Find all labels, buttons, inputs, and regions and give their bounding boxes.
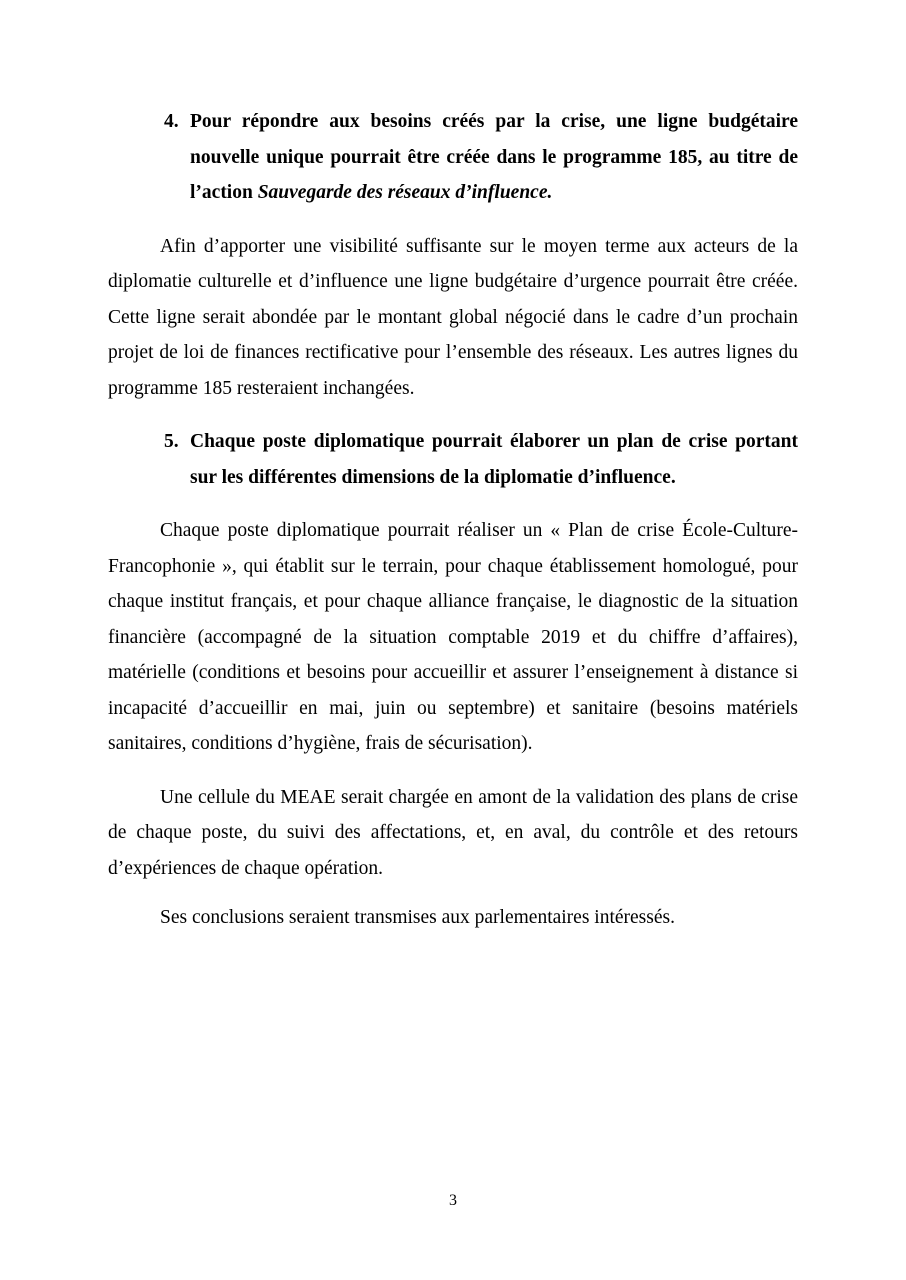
paragraph-1: Afin d’apporter une visibilité suffisante sur le moyen terme aux acteurs de la diplomatie culturelle et d’influence une ligne budgétaire d’urgence pourrait être créée. Cette ligne serait abondée par le montant global négocié dans le cadre d’un prochain projet de loi de finances rectificative pour l’ensemble des réseaux. Les autres lignes du programme 185 resteraient inchangées. xyxy=(108,235,798,399)
item-4-roman-text: Pour répondre aux besoins créés par la crise, une ligne budgétaire nouvelle unique pourrait être créée dans le programme 185, au titre de l’action xyxy=(190,111,798,203)
page-number: 3 xyxy=(449,1192,457,1209)
paragraph-3: Une cellule du MEAE serait chargée en amont de la validation des plans de crise de chaque poste, du suivi des affectations, et, en aval, du contrôle et des retours d’expériences de chaque opération. xyxy=(108,786,798,879)
item-4-italic-text: Sauvegarde des réseaux d’influence. xyxy=(257,182,553,203)
spacer xyxy=(108,406,798,424)
document-body xyxy=(108,104,798,936)
numbered-item-5-text: Chaque poste diplomatique pourrait élaborer un plan de crise portant sur les différentes dimensions de la diplomatie d’influence. xyxy=(190,431,798,488)
list-marker-5: 5. xyxy=(164,431,179,452)
numbered-item-4 xyxy=(164,104,798,211)
spacer xyxy=(108,211,798,229)
paragraph-2: Chaque poste diplomatique pourrait réaliser un « Plan de crise École-Culture-Francophonie », qui établit sur le terrain, pour chaque établissement homologué, pour chaque institut français, et pour chaque alliance française, le diagnostic de la situation financière (accompagné de la situation comptable 2019 et du chiffre d’affaires), matérielle (conditions et besoins pour accueillir et assurer l’enseignement à distance si incapacité d’accueillir en mai, juin ou septembre) et sanitaire (besoins matériels sanitaires, conditions d’hygiène, frais de sécurisation). xyxy=(108,520,798,754)
numbered-item-4-text xyxy=(190,104,798,211)
numbered-item-5 xyxy=(164,424,798,495)
spacer xyxy=(108,762,798,780)
spacer xyxy=(108,495,798,513)
paragraph-4: Ses conclusions seraient transmises aux parlementaires intéressés. xyxy=(160,907,675,928)
spacer xyxy=(108,886,798,900)
list-marker-4: 4. xyxy=(164,111,179,132)
